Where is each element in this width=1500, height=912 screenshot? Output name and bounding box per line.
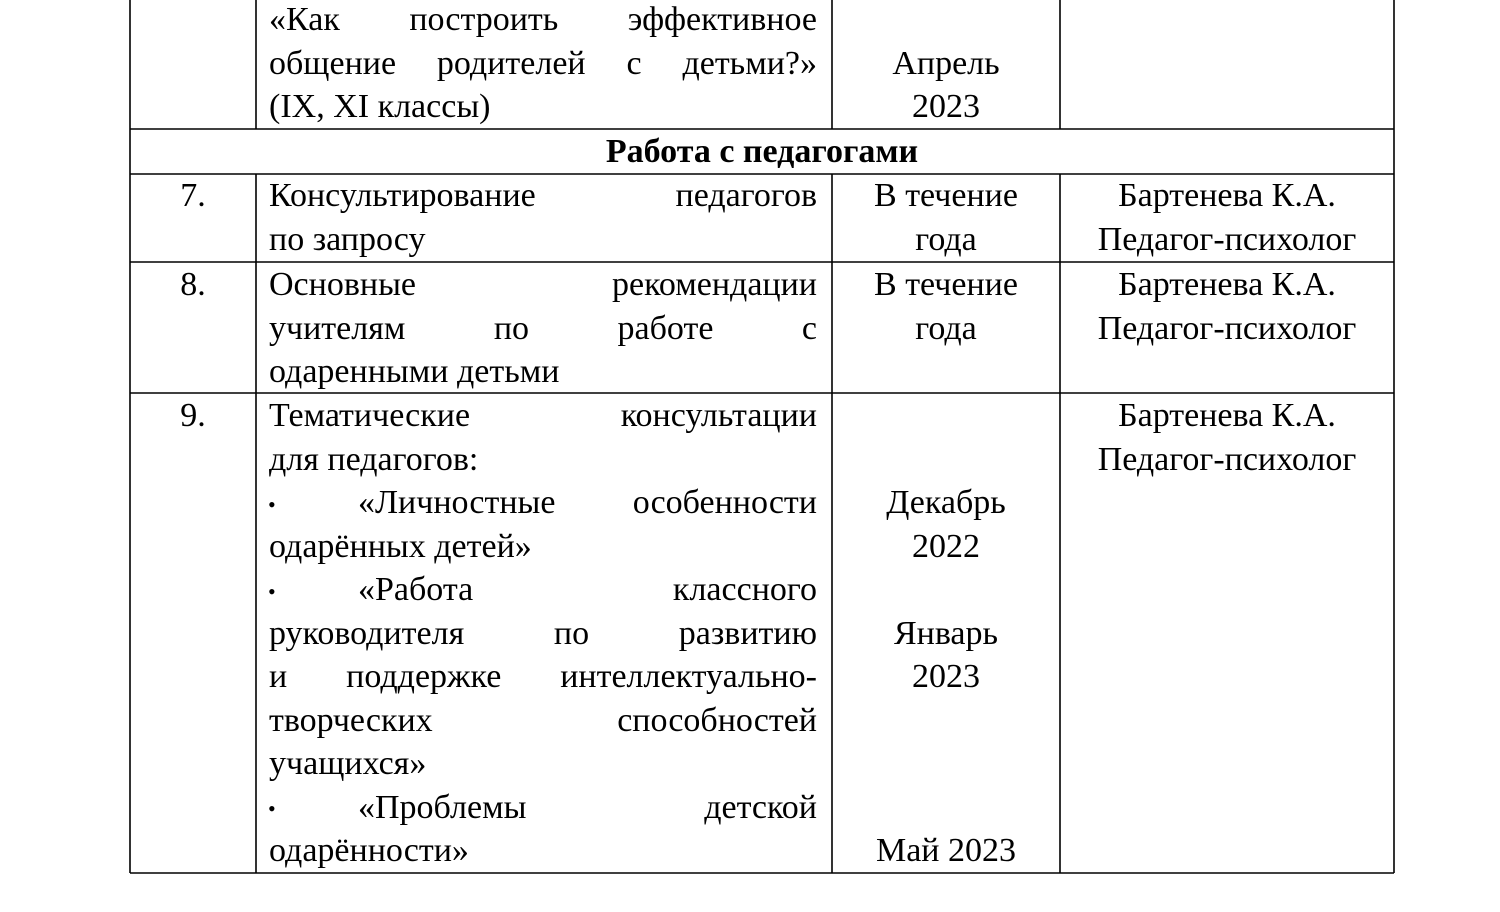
date-line: В течение (874, 177, 1018, 214)
topic-line: руководителя по развитию (269, 614, 817, 652)
date-line: года (915, 220, 977, 258)
date-line: 2023 (912, 88, 980, 125)
topic-line: общение родителей с детьми?» (269, 44, 817, 82)
date-line: 2023 (912, 658, 980, 695)
topic-line: творческих способностей (269, 701, 817, 739)
responsible-name: Бартенева К.А. (1118, 177, 1336, 214)
bullet-icon: • (268, 579, 276, 604)
row-number: 9. (180, 397, 206, 434)
row-number: 7. (180, 177, 206, 214)
topic-line: одарённости» (269, 832, 469, 869)
topic-line: Тематические консультации (269, 397, 817, 434)
row-number: 8. (180, 266, 206, 303)
topic-line: одаренными детьми (269, 353, 560, 390)
topic-line: «Личностные особенности (358, 484, 817, 521)
bullet-icon: • (268, 492, 276, 517)
topic-line: учителям по работе с (269, 309, 817, 347)
topic-line: одарённых детей» (269, 527, 532, 565)
topic-line: Консультирование педагогов (269, 177, 817, 214)
topic-line: «Как построить эффективное (269, 1, 817, 38)
topic-line: «Проблемы детской (358, 788, 817, 826)
responsible-name: Бартенева К.А. (1118, 397, 1336, 434)
topic-line: для педагогов: (269, 440, 479, 478)
date-line: Май 2023 (875, 832, 1017, 869)
date-line: Апрель (892, 44, 1000, 82)
responsible-role: Педагог-психолог (1097, 309, 1357, 347)
section-title: Работа с педагогами (605, 133, 919, 170)
topic-line: «Работа классного (358, 571, 817, 608)
date-line: года (915, 309, 977, 347)
topic-line: Основные рекомендации (269, 266, 817, 303)
date-line: Декабрь (886, 484, 1006, 521)
date-line: В течение (874, 266, 1018, 303)
topic-line: и поддержке интеллектуально- (269, 658, 817, 695)
responsible-role: Педагог-психолог (1097, 440, 1357, 478)
bullet-icon: • (268, 796, 276, 821)
responsible-role: Педагог-психолог (1097, 220, 1357, 258)
topic-line: учащихся» (269, 745, 427, 782)
responsible-name: Бартенева К.А. (1118, 266, 1336, 303)
topic-line: (IX, XI классы) (269, 88, 491, 125)
date-line: 2022 (912, 527, 980, 565)
topic-line: по запросу (269, 220, 426, 258)
date-line: Январь (893, 614, 999, 652)
